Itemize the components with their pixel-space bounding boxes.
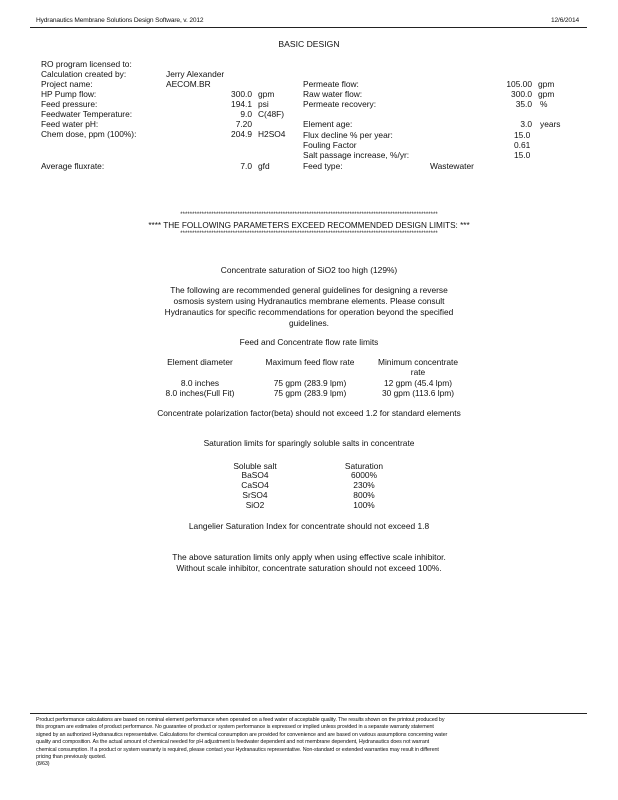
table-header: Element diameter [167, 357, 233, 367]
table-cell: 75 gpm (283.9 lpm) [273, 378, 347, 388]
guidelines-text: Hydranautics for specific recommendations for operation beyond the specified [164, 307, 454, 317]
warning-item: Concentrate saturation of SiO2 too high (129%) [220, 265, 398, 275]
field-unit: gfd [258, 161, 270, 171]
field-value: 300.0 [511, 89, 532, 99]
field-label: Element age: [303, 119, 353, 129]
table-cell: 230% [353, 480, 375, 490]
table-cell: 30 gpm (113.6 lpm) [382, 388, 454, 398]
inhibitor-note: Without scale inhibitor, concentrate saturation should not exceed 100%. [176, 563, 442, 573]
disclaimer-line: this program are estimates of product performance. No guarantee of product or system performance is expressed or implied unless provided in a separate warranty statement [36, 724, 434, 731]
field-label: Average fluxrate: [41, 161, 105, 171]
field-unit: gpm [538, 89, 555, 99]
table-cell: 12 gpm (45.4 lpm) [384, 378, 452, 388]
page-title: BASIC DESIGN [278, 39, 340, 49]
field-label: HP Pump flow: [41, 89, 97, 99]
warning-heading: **** THE FOLLOWING PARAMETERS EXCEED RECOMMENDED DESIGN LIMITS: *** [148, 221, 470, 230]
footer-divider [30, 713, 587, 714]
field-label: Project name: [41, 79, 93, 89]
stars-line: ************************************************************************************************************ [180, 231, 438, 237]
field-value: Wastewater [430, 161, 474, 171]
table-cell: 8.0 inches [180, 378, 220, 388]
saturation-title: Saturation limits for sparingly soluble salts in concentrate [203, 438, 415, 448]
guidelines-text: osmosis system using Hydranautics membrane elements. Please consult [173, 296, 445, 306]
field-unit: C(48F) [258, 109, 285, 119]
table-header: Minimum concentrate [377, 357, 459, 367]
field-unit: H2SO4 [258, 129, 286, 139]
field-value: 15.0 [514, 150, 531, 160]
field-value: 15.0 [514, 130, 531, 140]
field-label: RO program licensed to: [41, 59, 132, 69]
field-value: 194.1 [231, 99, 252, 109]
field-label: Feed water pH: [41, 119, 99, 129]
table-cell: 8.0 inches(Full Fit) [165, 388, 235, 398]
inhibitor-note: The above saturation limits only apply when using effective scale inhibitor. [172, 552, 446, 562]
page-code: (8/63) [36, 761, 50, 768]
table-header: Maximum feed flow rate [265, 357, 355, 367]
table-cell: 75 gpm (283.9 lpm) [273, 388, 347, 398]
field-value: 0.61 [514, 140, 531, 150]
field-value: 204.9 [231, 129, 252, 139]
stars-line: ************************************************************************************************************ [180, 212, 438, 218]
field-value: 3.0 [520, 119, 532, 129]
field-label: Feed type: [303, 161, 343, 171]
table-cell: 100% [353, 500, 375, 510]
disclaimer-line: signed by an authorized Hydranautics representative. Calculations for chemical consumption are provided for convenience and are based on various assumptions concerning water [36, 731, 448, 738]
field-label: Feed pressure: [41, 99, 98, 109]
field-unit: % [540, 99, 548, 109]
disclaimer-line: chemical consumption. If a product or system warranty is required, please contact your Hydranautics representative. Non-standard or extended warranties may result in different [36, 746, 439, 753]
table-cell: 6000% [350, 470, 378, 480]
table-header: Saturation [344, 461, 384, 471]
flow-limits-title: Feed and Concentrate flow rate limits [239, 337, 379, 347]
field-value: 300.0 [231, 89, 252, 99]
lsi-note: Langelier Saturation Index for concentrate should not exceed 1.8 [188, 521, 430, 531]
field-unit: psi [258, 99, 269, 109]
guidelines-text: The following are recommended general guidelines for designing a reverse [170, 285, 448, 295]
beta-note: Concentrate polarization factor(beta) should not exceed 1.2 for standard elements [157, 408, 461, 418]
field-label: Permeate flow: [303, 79, 359, 89]
field-label: Permeate recovery: [303, 99, 377, 109]
field-value: 9.0 [240, 109, 252, 119]
table-cell: SiO2 [245, 500, 265, 510]
field-unit: years [540, 119, 561, 129]
field-value: 7.20 [235, 119, 252, 129]
field-label: Salt passage increase, %/yr: [303, 150, 410, 160]
field-label: Raw water flow: [303, 89, 363, 99]
field-value: AECOM.BR [166, 79, 211, 89]
field-label: Fouling Factor [303, 140, 357, 150]
field-value: 35.0 [515, 99, 532, 109]
disclaimer-line: quality and composition. As the actual amount of chemical needed for pH adjustment is feedwater dependent and not membrane dependent, Hydranautics does not warrant [36, 739, 430, 746]
header-divider [30, 27, 587, 28]
software-name: Hydranautics Membrane Solutions Design Software, v. 2012 [36, 17, 204, 24]
field-value: 105.00 [506, 79, 532, 89]
disclaimer-line: pricing than previously quoted. [36, 754, 107, 761]
field-value: Jerry Alexander [166, 69, 225, 79]
disclaimer-line: Product performance calculations are based on nominal element performance when operated on a feed water of acceptable quality. The results shown on the printout produced by [36, 717, 445, 723]
field-label: Calculation created by: [41, 69, 127, 79]
field-label: Chem dose, ppm (100%): [41, 129, 137, 139]
table-header: Soluble salt [233, 461, 277, 471]
table-cell: CaSO4 [241, 480, 269, 490]
guidelines-text: guidelines. [288, 318, 330, 328]
table-cell: BaSO4 [241, 470, 269, 480]
field-unit: gpm [258, 89, 275, 99]
footer-disclaimer [36, 717, 584, 769]
field-label: Flux decline % per year: [303, 130, 393, 140]
report-date: 12/6/2014 [551, 17, 579, 24]
table-header: rate [410, 367, 426, 377]
field-unit: gpm [538, 79, 555, 89]
field-label: Feedwater Temperature: [41, 109, 133, 119]
field-value: 7.0 [240, 161, 252, 171]
table-cell: 800% [353, 490, 375, 500]
table-cell: SrSO4 [242, 490, 268, 500]
